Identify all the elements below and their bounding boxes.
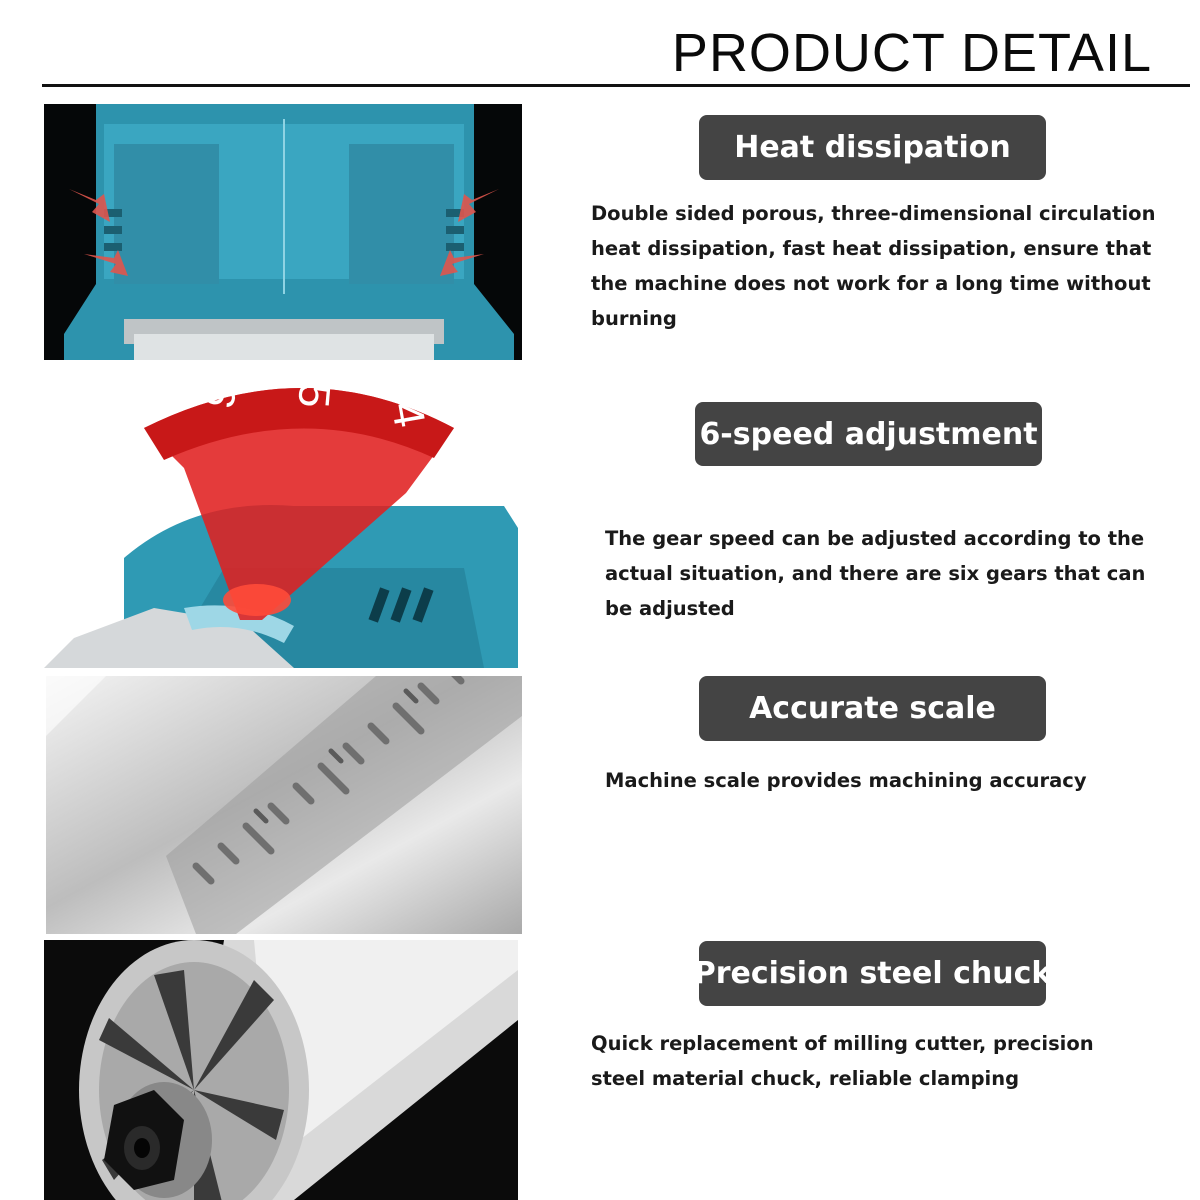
heat-dissipation-description: Double sided porous, three-dimensional circulation heat dissipation, fast heat dissipation, ensure that the machine does not work for a long time without burning xyxy=(591,202,1156,330)
dial-number-6: 6 xyxy=(192,377,247,414)
accurate-scale-title: Accurate scale xyxy=(699,676,1046,741)
speed-adjustment-title: 6-speed adjustment xyxy=(695,402,1042,466)
speed-adjustment-description: The gear speed can be adjusted according to the actual situation, and there are six gears that can be adjusted xyxy=(605,527,1146,620)
steel-chuck-description: Quick replacement of milling cutter, precision steel material chuck, reliable clamping xyxy=(591,1032,1094,1090)
accurate-scale-description: Machine scale provides machining accuracy xyxy=(605,769,1087,792)
heat-dissipation-title: Heat dissipation xyxy=(699,115,1046,180)
dial-number-5: 5 xyxy=(288,381,340,410)
speed-dial-photo xyxy=(44,368,518,668)
heat-dissipation-photo xyxy=(44,104,522,360)
dial-number-4: 4 xyxy=(381,398,435,431)
steel-chuck-photo xyxy=(44,940,518,1200)
steel-chuck-title: Precision steel chuck xyxy=(699,941,1046,1006)
accurate-scale-photo xyxy=(46,676,522,934)
page-title: PRODUCT DETAIL xyxy=(671,23,1152,83)
header-divider xyxy=(42,84,1190,87)
